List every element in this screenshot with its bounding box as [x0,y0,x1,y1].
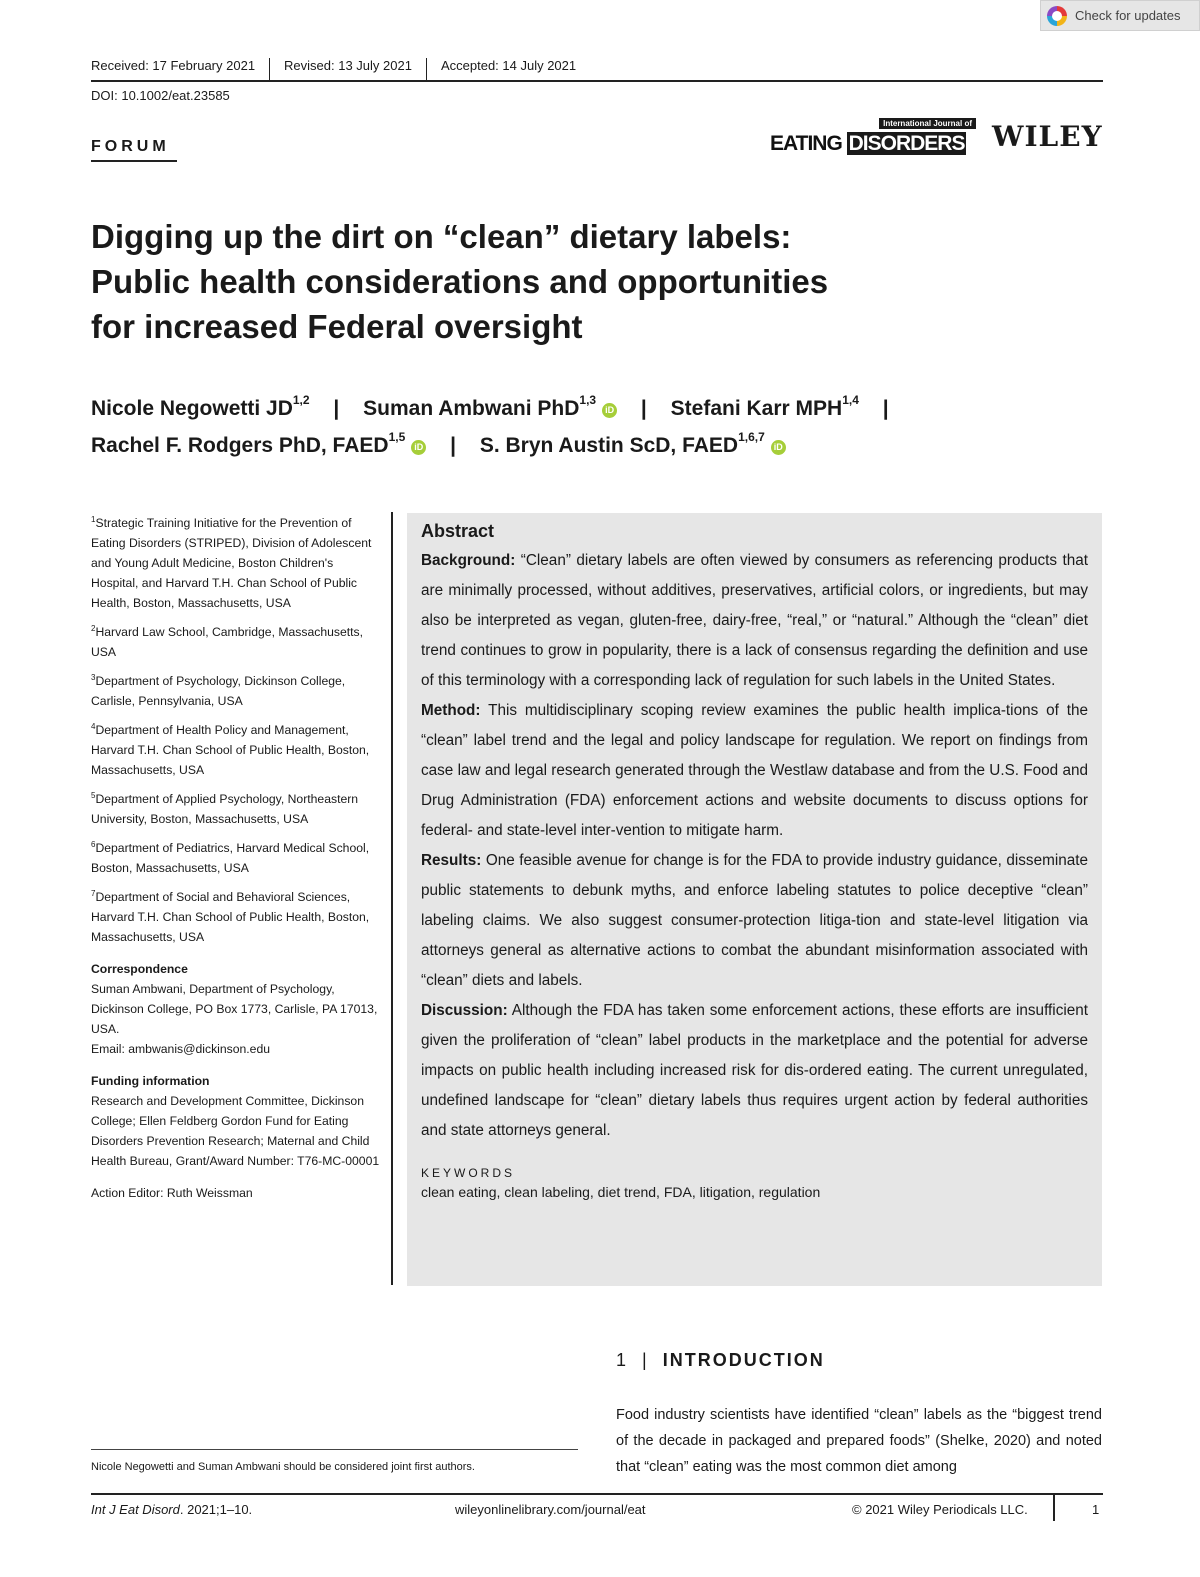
author-list [91,430,786,458]
affiliation: $^6$Department of Pediatrics, Harvard Medical School, Boston, Massachusetts, USA [91,840,370,876]
publisher-logo: WILEY [992,120,1103,153]
keywords-heading: KEYWORDS [421,1166,516,1180]
abstract-method: Method: This multidisciplinary scoping review examines the public health implica-tions of the “clean” label trend and the legal and policy landscape for regulation. We report on findings from case law and legal research generated through the Westlaw database and from the U.S. Food and Drug Administration (FDA) enforcement actions and website documents to discuss options for federal- and state-level inter-vention to mitigate harm. [421,702,1088,839]
footnote: Nicole Negowetti and Suman Ambwani should be considered joint first authors. [91,1461,475,1473]
footer-rule [91,1493,1103,1495]
author-separator: | [882,397,889,420]
author-separator: | [640,397,647,420]
header-rule [91,80,1103,82]
author[interactable]: Nicole Negowetti JD$^{1,2}$ [91,393,310,420]
section-label-underline [91,160,177,162]
correspondence-email[interactable]: Email: ambwanis@dickinson.edu [91,1042,271,1057]
crossmark-icon [1047,6,1067,26]
section-heading-introduction: 1 | INTRODUCTION [616,1350,825,1370]
abstract-results: Results: One feasible avenue for change is for the FDA to provide industry guidance, disseminate public statements to debunk myths, and enforce labeling statutes to police deceptive “clean” labeling claims. We also suggest consumer-protection litiga-tion and state-level litigation via attorneys general as alternative actions to combat the abundant misinformation associated with “clean” diets and labels. [421,852,1089,989]
column-divider [391,512,393,1285]
abstract-discussion: Discussion: Although the FDA has taken some enforcement actions, these efforts are insufficient given the proliferation of “clean” label products in the marketplace and the potential for adverse impacts on public health including increased risk for dis-ordered eating. The current unregulated, undefined landscape for “clean” dietary labels thus requires urgent action by federal authorities and state attorneys general. [421,1002,1088,1139]
copyright: © 2021 Wiley Periodicals LLC. [852,1502,1028,1517]
section-label: FORUM [91,138,170,155]
funding-text: Research and Development Committee, Dickinson College; Ellen Feldberg Gordon Fund for Eating Disorders Prevention Research; Maternal and Child Health Bureau, Grant/Award Number: T76-MC-00001 [91,1094,380,1169]
author-list [91,393,907,421]
orcid-icon[interactable]: iD [411,440,426,455]
affiliations-column [91,510,383,1203]
divider [269,58,270,80]
affiliation: $^3$Department of Psychology, Dickinson College, Carlisle, Pennsylvania, USA [91,673,346,709]
revised-date: Revised: 13 July 2021 [284,58,412,73]
author[interactable]: S. Bryn Austin ScD, FAED$^{1,6,7}$ [479,430,765,457]
action-editor: Action Editor: Ruth Weissman [91,1186,253,1201]
funding-heading: Funding information [91,1074,210,1089]
affiliation: $^2$Harvard Law School, Cambridge, Massachusetts, USA [91,624,364,660]
check-for-updates-button[interactable] [1040,0,1200,31]
title-line: Public health considerations and opportunities [91,263,829,300]
doi[interactable]: DOI: 10.1002/eat.23585 [91,88,230,103]
history-dates [91,58,590,80]
affiliation: $^5$Department of Applied Psychology, Northeastern University, Boston, Massachusetts, USA [91,791,359,827]
author-separator: | [450,434,456,457]
journal-logo-main: EATING DISORDERS [770,132,965,155]
page-number: 1 [1092,1502,1100,1517]
author[interactable]: Rachel F. Rodgers PhD, FAED$^{1,5}$ [91,430,406,457]
journal-logo-top: International Journal of [879,118,976,129]
citation: Int J Eat Disord. 2021;1–10. [91,1502,253,1517]
author[interactable]: Stefani Karr MPH$^{1,4}$ [670,393,859,420]
article-title [91,214,911,349]
accepted-date: Accepted: 14 July 2021 [440,58,577,73]
correspondence-heading: Correspondence [91,962,188,977]
footer-divider [1053,1493,1055,1521]
keywords: clean eating, clean labeling, diet trend, FDA, litigation, regulation [421,1184,821,1200]
author-separator: | [333,397,340,420]
check-for-updates-label: Check for updates [1075,8,1181,23]
correspondence-text: Suman Ambwani, Department of Psychology, Dickinson College, PO Box 1773, Carlisle, PA 17013, USA. [91,982,378,1037]
abstract-box [407,513,1102,1286]
introduction-text: Food industry scientists have identified “clean” labels as the “biggest trend of the decade in packaged and prepared foods” (Shelke, 2020) and noted that “clean” eating was the most common diet among [616,1407,1102,1475]
affiliation: $^7$Department of Social and Behavioral Sciences, Harvard T.H. Chan School of Public Health, Boston, Massachusetts, USA [91,889,370,945]
title-line: Digging up the dirt on “clean” dietary labels: [91,218,792,255]
journal-logo [770,118,976,158]
divider [426,58,427,80]
author[interactable]: Suman Ambwani PhD$^{1,3}$ [363,393,597,420]
title-line: for increased Federal oversight [91,308,583,345]
affiliation: $^4$Department of Health Policy and Management, Harvard T.H. Chan School of Public Health, Boston, Massachusetts, USA [91,722,370,778]
abstract-background: Background: “Clean” dietary labels are often viewed by consumers as referencing products that are minimally processed, without additives, preservatives, artificial colors, or ingredients, but may also be interpreted as vegan, gluten-free, dairy-free, “real,” or “natural.” Although the “clean” diet trend continues to grow in popularity, there is a lack of consensus regarding the definition and use of this terminology with a corresponding lack of regulation for such labels in the United States. [421,552,1088,689]
abstract-heading: Abstract [421,521,495,541]
journal-url[interactable]: wileyonlinelibrary.com/journal/eat [455,1502,646,1517]
affiliation: $^1$Strategic Training Initiative for the Prevention of Eating Disorders (STRIPED), Division of Adolescent and Young Adult Medicine, Boston Children's Hospital, and Harvard T.H. Chan School of Public Health, Boston, Massachusetts, USA [91,515,372,611]
received-date: Received: 17 February 2021 [91,58,256,73]
orcid-icon[interactable]: iD [602,403,617,418]
footnote-rule [91,1449,578,1450]
orcid-icon[interactable]: iD [771,440,786,455]
